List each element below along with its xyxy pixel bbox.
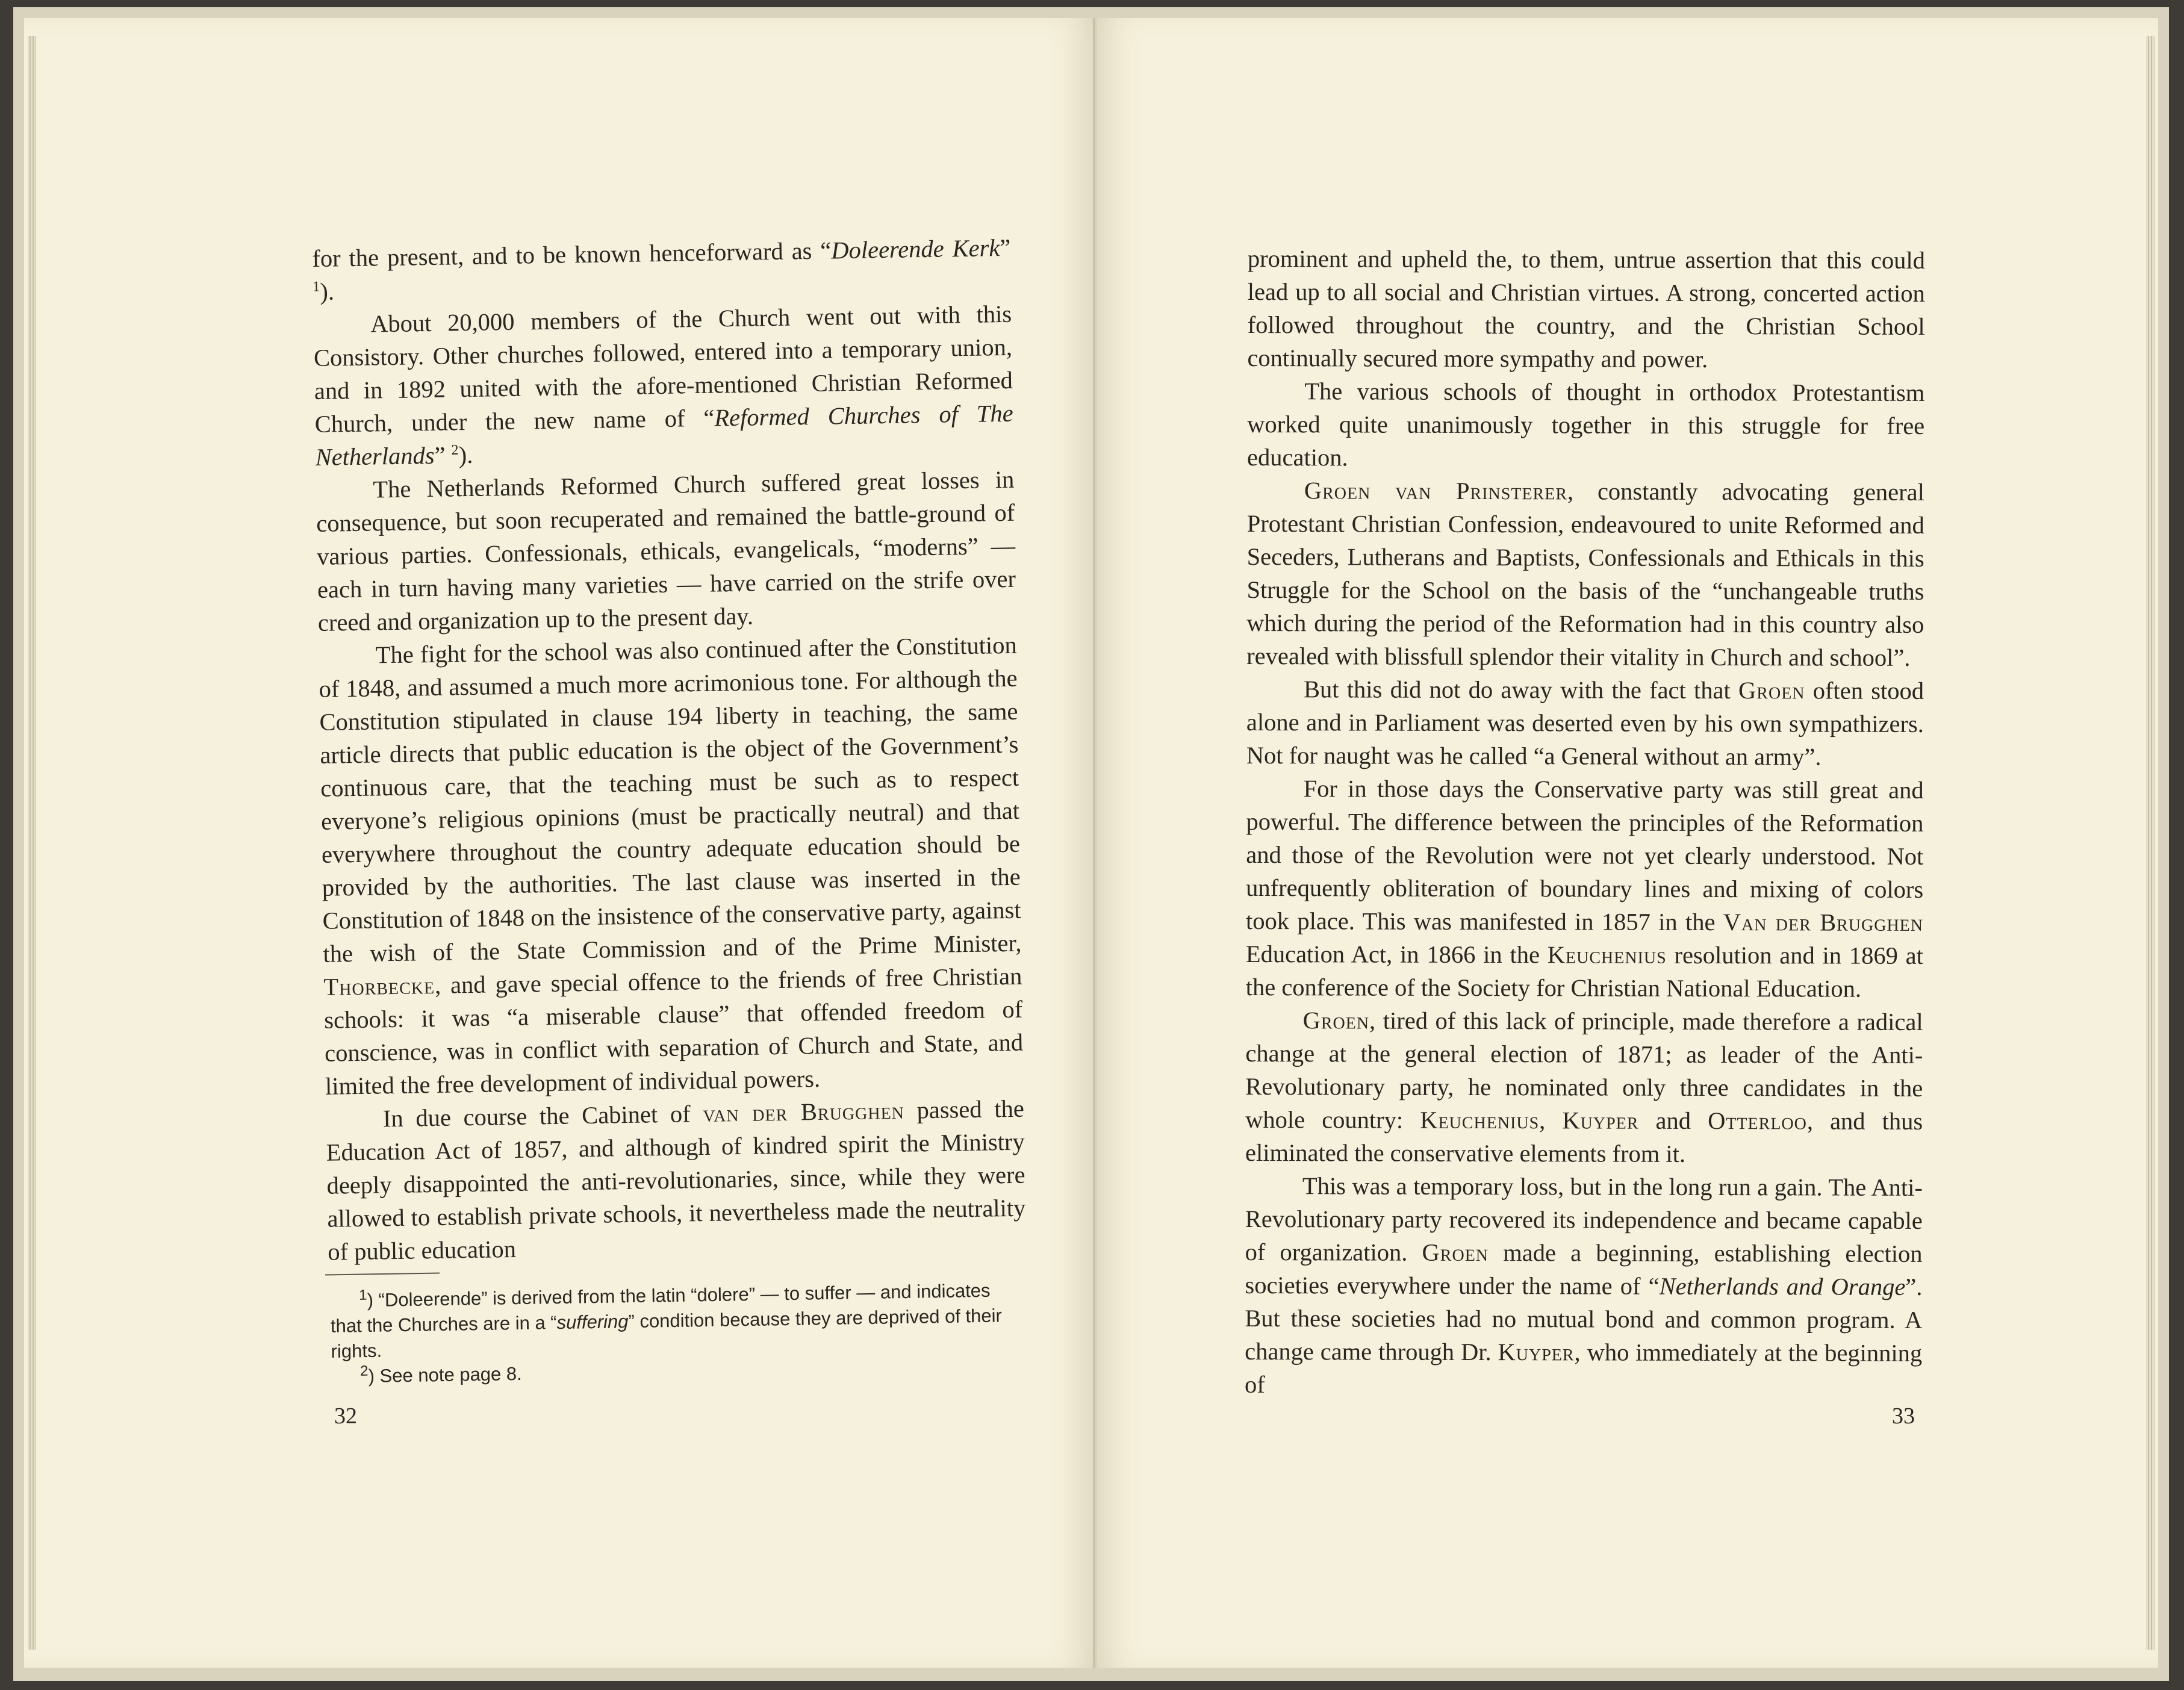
text-run: for the present, and to be known henceforward as “ [312, 237, 832, 272]
paragraph [1245, 1004, 1923, 1171]
text-run: Groen [1422, 1238, 1489, 1267]
text-run: Netherlands and Orange [1659, 1272, 1906, 1300]
text-run: ”. But these societies had no mutual bond and common program. A change came through Dr. [1245, 1273, 1923, 1366]
text-run: made a beginning, establishing election societies everywhere under the name of “ [1245, 1239, 1923, 1300]
text-run: ). [319, 278, 335, 305]
text-run: , tired of this lack of principle, made therefore a radical change at the general election of 1871; as leader of the Anti-Revolutionary party, he nominated only three candidates in the whole country: [1245, 1007, 1923, 1134]
text-run: , constantly advocating general Protestant Christian Confession, endeavoured to unite Reformed and Seceders, Lutherans and Baptists, Confessionals and Ethicals in this Struggle for the School on the basis of the “unchangeable truths which during the period of the Reformation had in this country also revealed with blissfull splendor their vitality in Church and school”. [1246, 477, 1924, 671]
page-edges-left [28, 36, 36, 1650]
paragraph [1245, 1169, 1923, 1403]
paragraph [325, 1092, 1026, 1269]
text-run: 1 [312, 279, 320, 295]
left-page-body-text [312, 231, 1027, 1269]
text-run: 1 [358, 1287, 367, 1303]
text-run: In due course the Cabinet of [382, 1099, 703, 1132]
text-run: , and thus eliminated the conservative elements from it. [1245, 1107, 1923, 1167]
text-run: resolution and in 1869 at the conference of the Society for Christian National Education. [1245, 941, 1923, 1002]
text-run: Groen van Prinsterer [1304, 477, 1568, 505]
text-run: van der Brugghen [703, 1096, 905, 1127]
text-run: Thorbecke [323, 971, 435, 1001]
paragraph [1247, 242, 1925, 376]
text-run: suffering [556, 1311, 629, 1334]
text-run: , and gave special offence to the friends of free Christian schools: it was “a miserable clause” that offended freedom of conscience, was in conflict with separation of Church and State, and limited the free development of individual powers. [323, 962, 1024, 1100]
text-run: often stood alone and in Parliament was deserted even by his own sympathizers. Not for naught was he called “a General without an army”. [1246, 677, 1924, 771]
right-page [1097, 18, 2158, 1668]
text-run: 2 [451, 442, 459, 458]
open-book [13, 7, 2169, 1681]
paragraph [318, 629, 1024, 1103]
text-run: ” [999, 234, 1011, 262]
text-run: ) See note page 8. [368, 1363, 522, 1387]
left-page [24, 18, 1095, 1668]
page-number-right: 33 [1892, 1403, 1915, 1429]
page-edges-right [2146, 36, 2154, 1650]
text-run: passed the Education Act of 1857, and although of kindred spirit the Ministry deeply disappointed the anti-revolutionaries, since, while they were allowed to establish private schools, it nevertheless made the neutrality of public education [326, 1095, 1026, 1266]
footnotes [330, 1278, 1024, 1390]
text-run: Keuchenius [1547, 941, 1667, 969]
text-run: The Netherlands Reformed Church suffered great losses in consequence, but soon recuperated and remained the battle-ground of various parties. Confessionals, ethicals, evangelicals, “moderns” — each in turn having many varieties — have carried on the strife over creed and organization up to the present day. [316, 465, 1016, 636]
right-page-body-text [1245, 242, 1925, 1403]
paragraph [313, 297, 1014, 474]
paragraph [1246, 673, 1924, 774]
text-run: 2 [359, 1362, 369, 1379]
footnote [330, 1278, 1024, 1364]
text-run: Reformed Churches of The Netherlands [315, 399, 1013, 471]
text-run: ). [458, 441, 473, 469]
text-run: The various schools of thought in orthodox Protestantism worked quite unanimously together in this struggle for free education. [1247, 377, 1925, 471]
text-run: Doleerende Kerk [830, 234, 1000, 264]
text-run: , who immediately at the beginning of [1244, 1338, 1923, 1399]
paragraph [1247, 374, 1924, 476]
text-run: Kuyper [1498, 1338, 1575, 1366]
text-run: , [1539, 1107, 1563, 1134]
text-run: ” condition because they are deprived of their rights. [331, 1305, 1003, 1362]
paragraph [312, 231, 1012, 308]
text-run: Groen [1302, 1007, 1370, 1034]
paragraph [1246, 772, 1924, 1005]
text-run: prominent and upheld the, to them, untrue assertion that this could lead up to all social and Christian virtues. A strong, concerted action followed throughout the country, and the Christian School continually secured more sympathy and power. [1247, 244, 1925, 373]
page-number-left: 32 [334, 1403, 357, 1429]
paragraph [1246, 474, 1924, 674]
text-run: Education Act, in 1866 in the [1245, 940, 1548, 969]
text-run: ) “Doleerende” is derived from the latin “dolere” — to suffer — and indicates that the Churches are in a “ [330, 1279, 991, 1337]
text-run: ” [434, 441, 452, 469]
text-run: The fight for the school was also continued after the Constitution of 1848, and assumed a much more acrimonious tone. For although the Constitution stipulated in clause 194 liberty in teaching, the same article directs that public education is the object of the Government’s continuous care, that the teaching must be such as to respect everyone’s religious opinions (must be practically neutral) and that everywhere throughout the country adequate education should be provided by the authorities. The last clause was inserted in the Constitution of 1848 on the insistence of the conservative party, against the wish of the State Commission and of the Prime Minister, [319, 631, 1022, 968]
text-run: But this did not do away with the fact that [1303, 676, 1739, 704]
text-run: Kuyper [1562, 1107, 1639, 1134]
text-run: Van der Brugghen [1723, 909, 1924, 936]
text-run: Groen [1738, 677, 1805, 704]
text-run: This was a temporary loss, but in the long run a gain. The Anti-Revolutionary party recovered its independence and became capable of organization. [1245, 1172, 1923, 1266]
paragraph [316, 463, 1016, 639]
text-run: Keuchenius [1420, 1106, 1540, 1134]
text-run: For in those days the Conservative party was still great and powerful. The difference between the principles of the Reformation and those of the Revolution were not yet clearly understood. Not unfrequently obliteration of boundary lines and mixing of colors took place. This was manifested in 1857 in the [1245, 775, 1924, 936]
text-run: Otterloo [1708, 1107, 1807, 1135]
text-run: About 20,000 members of the Church went out with this Consistory. Other churches followed, entered into a temporary union, and in 1892 united with the afore-mentioned Christian Reformed Church, under the new name of “ [313, 300, 1013, 438]
text-run: and [1638, 1107, 1708, 1135]
footnote-rule [325, 1273, 440, 1276]
